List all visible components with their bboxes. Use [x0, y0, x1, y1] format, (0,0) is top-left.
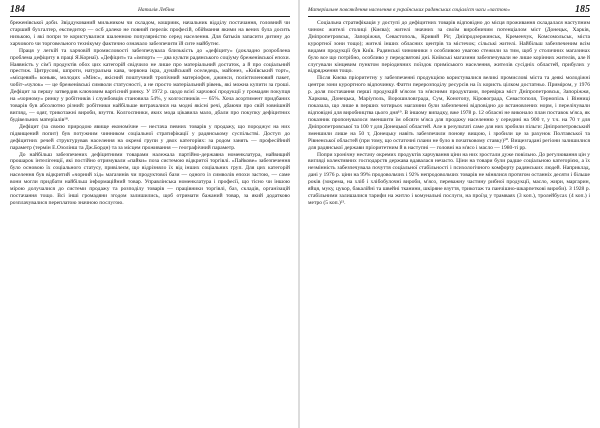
left-paragraph-2: Праця у легкій та харчовій промисловості забезпечувала близькість до «дефіциту» (докладно розроблена проблема дефіциту в праці Я.Корнаї). «Дефіцит» та «імпорт» — два культи радянського соціуму бреженівської епохи. Наявність у сім'ї продуктів обох цих категорій свідчило не лише про матеріальний достаток, а й про соціальний престиж. Цитрусові, шпроти, натуральна кава, червона ікра, дунайський оселедець, майонез, «Київський торт», «місцевий» коньяк, молодих «Мінс», якісний поштучний тропічний матеріофон, джинси, полієтиленовий пакет, чобіт-«чулок» — це бреженівські символи статусності, а не просто матеріальний рівень, які можна купити за гроші. Дефіцит за першу затвердив ключовим вартісний ринку. У 1972 р. щодо всієї харчової продукції у громадян покупця на «чорному» ринку у робітників і службовців становила 54%, у колгоспників — 65%. Хоча асортимент придбаних товарів був абсолютно різний: робітники найбільше витрачалися на модні якісні речі, дбаючи про свій зовнішній вигляд, — одяг, трикотажні вироби, взуття. Колгоспники, яких мода цікавила мало, дбали про покупку дефіцитних будівельних матеріалів¹⁸. — [10, 47, 290, 123]
right-page-header — [308, 4, 590, 17]
left-running-title: Наталія Лебіна — [138, 7, 175, 13]
left-paragraph-4: До найбільш забезпечених дефіцитними товарами належала партійно-державна номенклатура, найвищий прошарок інтелігенції, які постійно отримували «пайки» поза системою відкритої торгівлі. «Пайкове» забезпечення було основою їх соціального статусу, привілеєм, що відрізняло їх від інших соціальних груп. Для цих категорій населення був відкритий «чорний хід» магазинів чи продуктової бази — одного із символів епохи застою, — саме вони могли придбати найбільш інформаційний товар. Управлінська номенклатура і професії, що тісно чи іншою мірою долучалися до системи продажу та розподілу товарів — працівники торгівлі, баз, складів, організацій постачання тощо. Всі інші громадяни згодом залишились, щоб отримати бажаний товар, за який додатково розплачувалися переплатою значною послугою. — [10, 151, 290, 206]
left-paragraph-3: Дефіцит (за своєю природою явище економічне — нестача певних товарів у продажу, що породжує на них підвищений попит) був потужним чинником соціальної стратифікації у радянському суспільстві. Доступ до дефіцитних речей структурував населення на окремі групи у двох категоріях: за родом занять — професійний параметр (термін Е.Озолінш та Дж.Бордн) та за місцем проживання — географічний параметр. — [10, 123, 290, 151]
left-page — [10, 4, 290, 424]
right-running-title: Матеріальне повсякдення населення в українських радянських соціаліст часи «застою» — [308, 7, 511, 13]
right-page-body — [308, 20, 590, 422]
right-page-number: 185 — [575, 4, 590, 15]
left-page-number: 184 — [10, 4, 25, 15]
left-paragraph-1: бреженівської доби. Звіддукований мильником чи складом, кошриик, начальник відділу постачання, головний чи старший бухгалтер, експедитор — осб далеко не повний перелік професій, обіймання якими на вених була досить низькою, і які попри те користувалися шаленною популярністю серед населення. Для батьків запасити дитину до харчового чи торговельного технікуму фактично означало забезпечити їй сите майбутнє. — [10, 20, 290, 47]
right-page — [308, 4, 590, 424]
right-paragraph-3: Попри хронічну нестачу окремих продуктів харчування ціни на них зростали дуже повільно. До регулювання цін у вигляді колективних господарств держава вдавалася нечасто. Ціни на товари були радше соціальною категорією, а їх незмінність забезпечувала почуття соціальної стабільності і психологічного комфорту радянських людей. Наприклад, дані у 1976 р. ціни на 99% продовольчих і 92% непродовольчих товарів не мінялися протягом останніх десяти і більше років (зокрема, на хліб і хлібобулочні вироби, м'ясо, переважну частину рибної продукції, масло, жири, маргарин, яйця, муку, цукор, бакалійні та швейні тканини, шкіряне взуття, трикотаж та панчішно-шкарпеткові вироби). З 1928 р. стабільними залишалися тарифи на житло і комунальні послуги, на проїзд у трамваях (3 коп.), тролейбусах (4 коп.) і метро (5 коп.)²¹. — [308, 151, 590, 206]
right-paragraph-1: Соціальна стратифікація у доступі до дефіцитних товарів відповідно до місця проживання складалася наступним чином: жителі столиці (Києва); жителі значних за своїм виробничим потенціалом міст (Донецьк, Харків, Дніпропетровськ, Запоріжжя, Севастополь, Кривий Ріг, Дніпродзержинськ, Кременчук, Комсомольськ, міста курортної зони тощо); жителі інших обласних центрів та містечок; сільські жителі. Найбільш забезпеченим всім видами продукції був Київ. Радянські чиновники з особливою увагою стежили за тим, щоб у столичних магазинах було все що потрібно, особливо у передсвятові дні. Київські магазини забезпечували не лише корінних жителів, але й слугували кінцевим пунктом періодичних поїздок приміського населення, жителів сусідніх областей, прибулих у відрядження тощо. — [308, 20, 590, 75]
left-page-body — [10, 20, 290, 422]
left-page-header — [10, 4, 290, 17]
right-paragraph-2: Після Києва пріоритетну у забезпеченні продукцією користувалися великі промислові міста та деякі молодіжні центри зони курортного відпочинку. Фатти перерозподілу ресурсів на їх користь цілком достатньо. Приміром, у 1976 р. доля постачання перші продукцій м'ясом та м'ясними продуктами, перевірка міст Дніпропетровськ, Запоріжжя, Харкова, Донецька, Маріуполь, Ворошиловграда, Сум, Конотопу, Кіровограда, Севастополя, Тернопіль і Вінниці показала, що лише в перших чотирьох магазини були забезпечені відповідно до встановлених норм, і перелічували відповідні для виробництва цього дня¹⁹. В іншому випадку, вже 1978 р. 12 обласні не виконало план поставок м'яса, як показник пропонувалося зменшити їм обсяги м'яса для продажу населенню у середині на 900 т, у т.ч. на 70 т для Дніпропетровської та 100 т для Донецької областей. Але в результаті саме для них зробили пільги: Дніпропетровський зменшили лише на 50 т, Донецьку навіть забезпечили понову вищою, і зробили це за рахунок Полтавської та Рівненської областей (при тому, що остаточні плани не було в початковому ставку)²⁰. Вищезгадані регіони залишилися для радянської держави пріоритетним й в наступні — головні на м'ясо і масло — 1980-ті рр. — [308, 75, 590, 151]
book-gutter — [298, 0, 300, 428]
